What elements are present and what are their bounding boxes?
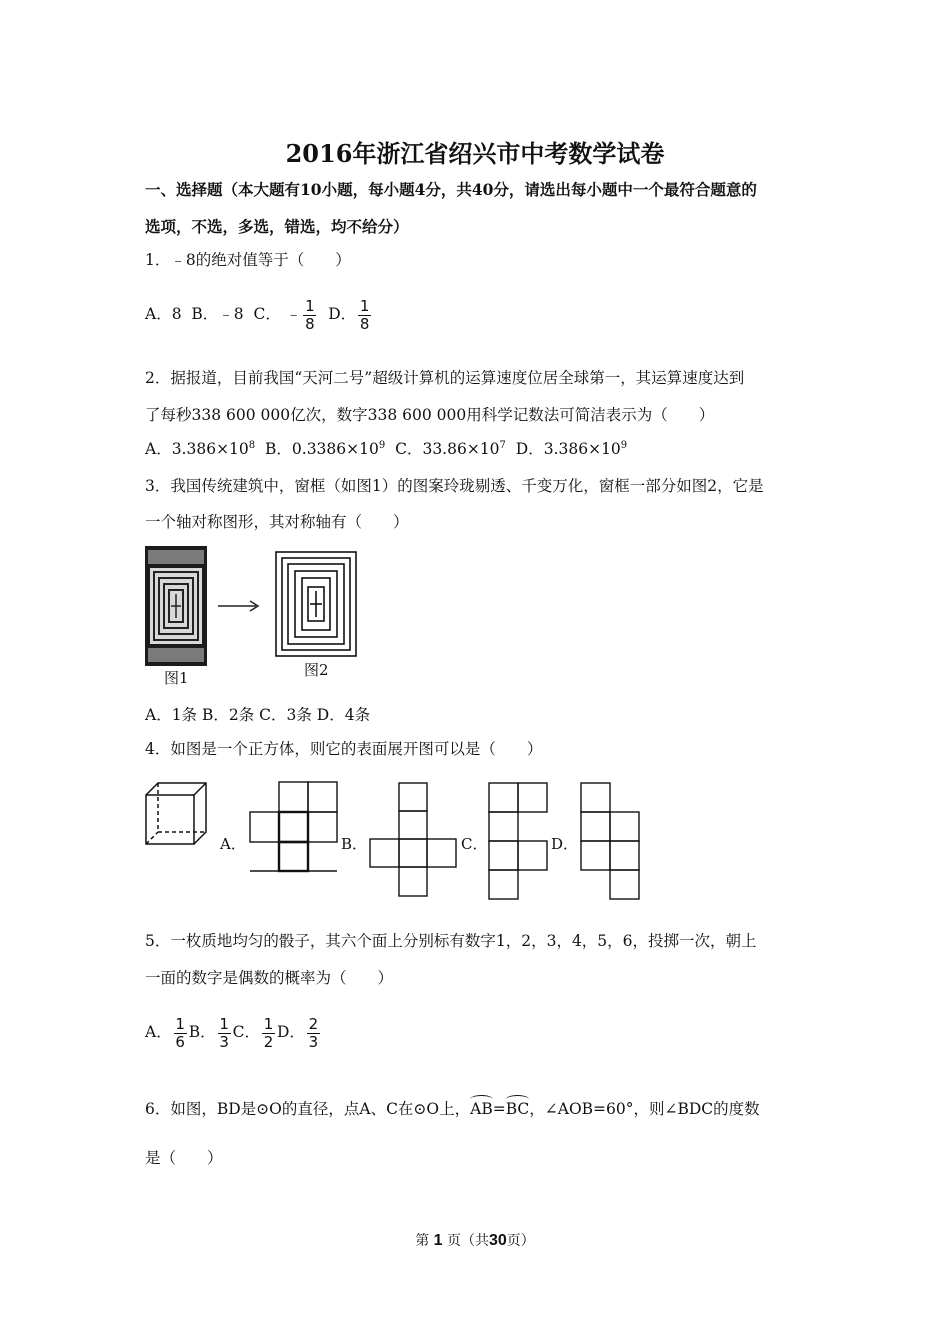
q5-a-fraction xyxy=(174,1016,187,1051)
arc-bc: BC xyxy=(505,1100,530,1118)
q1-d-fraction xyxy=(358,298,371,333)
section-heading-line2: 选项，不选，多选，错选，均不给分） xyxy=(145,217,409,236)
footer-prefix: 第 xyxy=(415,1233,430,1249)
arc-ab: AB xyxy=(470,1100,493,1118)
q4-net-d xyxy=(580,782,642,902)
q4-net-c xyxy=(488,782,550,902)
q5-b-fraction xyxy=(218,1016,231,1051)
q2-option-a: A．3.386×10 xyxy=(145,440,249,458)
q1-option-d: D． xyxy=(328,305,357,323)
arrow-icon xyxy=(218,600,260,612)
q5-option-b: B． xyxy=(188,1023,216,1041)
footer-page-number: 1 xyxy=(433,1232,443,1249)
q4-net-a xyxy=(248,780,338,875)
question-5-options xyxy=(145,1014,322,1051)
q2-option-b: B．0.3386×10 xyxy=(265,440,379,458)
fraction-denominator: 8 xyxy=(359,314,370,333)
q4-option-c: C． xyxy=(461,835,488,853)
q4-net-b xyxy=(369,782,459,900)
q5-c-fraction xyxy=(262,1016,275,1051)
figure-2-label: 图2 xyxy=(304,661,329,679)
fraction-numerator: 1 xyxy=(359,296,370,315)
q5-option-d: D． xyxy=(276,1023,305,1041)
q2-b-exponent: 9 xyxy=(378,439,386,451)
footer-total-pages: 30 xyxy=(489,1232,507,1249)
fraction-numerator: 2 xyxy=(308,1014,319,1033)
section-heading-line1: 一、选择题（本大题有10小题，每小题4分，共40分，请选出每小题中一个最符合题意的 xyxy=(145,180,757,199)
q6-text-pre: 6．如图，BD是⊙O的直径，点A、C在⊙O上， xyxy=(145,1100,471,1118)
q4-option-b: B． xyxy=(341,835,368,853)
footer-middle: 页（共 xyxy=(447,1233,489,1249)
fraction-denominator: 6 xyxy=(175,1032,185,1051)
question-4-stem: 4．如图是一个正方体，则它的表面展开图可以是（ ） xyxy=(145,740,543,758)
fraction-numerator: 1 xyxy=(305,296,315,315)
q6-equals: = xyxy=(492,1100,506,1118)
question-3-line2: 一个轴对称图形，其对称轴有（ ） xyxy=(145,513,409,531)
question-5-line2: 一面的数字是偶数的概率为（ ） xyxy=(145,969,394,987)
fraction-denominator: 2 xyxy=(263,1032,274,1051)
q2-option-d: D．3.386×10 xyxy=(515,440,621,458)
q2-d-exponent: 9 xyxy=(620,439,628,451)
q2-option-c: C．33.86×10 xyxy=(395,440,500,458)
q4-option-d: D． xyxy=(551,835,579,853)
fraction-denominator: 3 xyxy=(308,1032,319,1051)
fraction-numerator: 1 xyxy=(219,1014,229,1033)
q5-d-fraction xyxy=(307,1016,320,1051)
question-2-line2: 了每秒338 600 000亿次，数字338 600 000用科学记数法可简洁表示为（ ） xyxy=(145,406,715,424)
q1-option-b: B．﹣8 xyxy=(191,305,244,323)
q2-c-exponent: 7 xyxy=(499,439,506,451)
cube-figure xyxy=(145,782,209,846)
question-1-stem: 1．﹣8的绝对值等于（ ） xyxy=(145,251,351,269)
q1-c-fraction xyxy=(303,298,316,333)
fraction-numerator: 1 xyxy=(263,1014,274,1033)
fraction-numerator: 1 xyxy=(175,1014,185,1033)
question-3-options: A．1条 B．2条 C．3条 D．4条 xyxy=(145,706,371,724)
window-frame-figure-2 xyxy=(275,551,357,657)
footer-suffix: 页） xyxy=(506,1233,535,1249)
q1-option-a: A．8 xyxy=(145,305,182,323)
fraction-denominator: 8 xyxy=(305,314,315,333)
q5-option-a: A． xyxy=(145,1023,172,1041)
question-6-line2: 是（ ） xyxy=(145,1149,223,1167)
question-5-line1: 5．一枚质地均匀的骰子，其六个面上分别标有数字1，2，3，4，5，6，投掷一次，朝上 xyxy=(145,932,757,950)
figure-1-label: 图1 xyxy=(164,669,189,687)
question-6-line1 xyxy=(145,1097,760,1119)
q1-c-sign: ﹣ xyxy=(285,305,302,323)
question-2-options xyxy=(145,437,627,459)
q1-option-c: C． xyxy=(253,305,281,323)
page-title: 2016年浙江省绍兴市中考数学试卷 xyxy=(285,139,665,168)
page-footer xyxy=(0,1230,950,1250)
question-3-line1: 3．我国传统建筑中，窗框（如图1）的图案玲珑剔透、千变万化，窗框一部分如图2，它是 xyxy=(145,477,764,495)
q4-option-a: A． xyxy=(220,835,246,853)
fraction-denominator: 3 xyxy=(219,1032,229,1051)
q5-option-c: C． xyxy=(232,1023,260,1041)
q6-text-post: ，∠AOB=60°，则∠BDC的度数 xyxy=(529,1100,760,1118)
question-1-options xyxy=(145,296,373,333)
q2-a-exponent: 8 xyxy=(248,439,256,451)
window-frame-figure-1 xyxy=(145,546,207,666)
question-2-line1: 2．据报道，目前我国“天河二号”超级计算机的运算速度位居全球第一，其运算速度达到 xyxy=(145,369,745,387)
